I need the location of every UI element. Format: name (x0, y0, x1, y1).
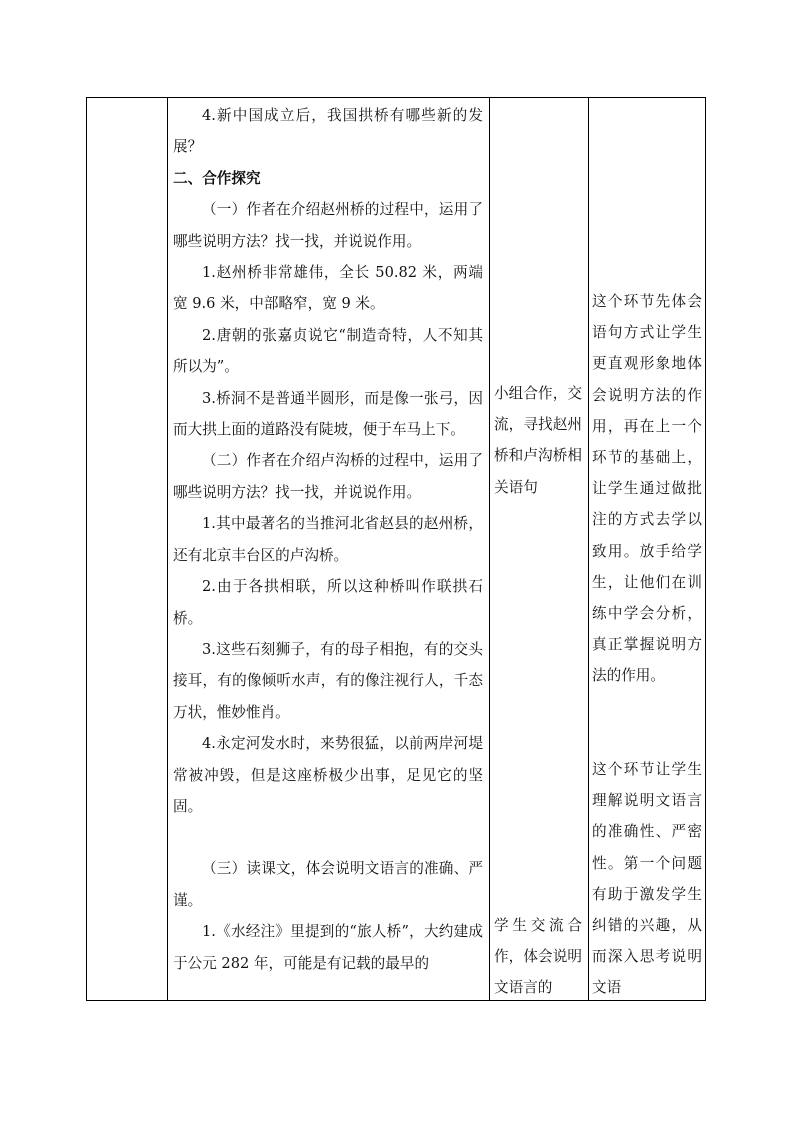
design-intent-column (588, 98, 706, 1000)
teaching-content-column (167, 98, 489, 979)
content-paragraph: 2.唐朝的张嘉贞说它“制造奇特，人不知其所以为”。 (173, 326, 483, 376)
content-paragraph: （三）读课文，体会说明文语言的准确、严谨。 (173, 860, 483, 909)
content-paragraph: 1.赵州桥非常雄伟，全长 50.82 米，两端宽 9.6 米，中部略窄，宽 9 米。 (173, 264, 483, 313)
lesson-table (86, 97, 706, 1001)
blank-line (173, 822, 483, 853)
student-activity-column (489, 98, 588, 1000)
content-paragraph: 3.这些石刻狮子，有的母子相抱，有的交头接耳，有的像倾听水声，有的像注视行人，千态万状，惟妙惟肖。 (173, 640, 483, 721)
content-paragraph: 1.其中最著名的当推河北省赵县的赵州桥，还有北京丰台区的卢沟桥。 (173, 515, 483, 564)
design-intent-text: 这个环节让学生理解说明文语言的准确性、严密性。第一个问题有助于激发学生纠错的兴趣，从而深入思考说明文语 (592, 761, 702, 997)
content-paragraph: 3.桥洞不是普通半圆形，而是像一张弓，因而大拱上面的道路没有陡坡，便于车马上下。 (173, 389, 483, 439)
student-activity-text: 学生交流合作，体会说明文语言的 (494, 917, 582, 997)
section-heading: 二、合作探究 (173, 169, 261, 187)
content-paragraph: 4.新中国成立后，我国拱桥有哪些新的发展？ (173, 107, 483, 156)
content-paragraph: （二）作者在介绍卢沟桥的过程中，运用了哪些说明方法？找一找，并说说作用。 (173, 452, 483, 501)
content-paragraph: （一）作者在介绍赵州桥的过程中，运用了哪些说明方法？找一找，并说说作用。 (173, 201, 483, 250)
content-paragraph: 4.永定河发水时，来势很猛，以前两岸河堤常被冲毁，但是这座桥极少出事，足见它的坚固。 (173, 735, 483, 815)
student-activity-text: 小组合作，交流，寻找赵州桥和卢沟桥相关语句 (494, 385, 582, 496)
content-paragraph: 1.《水经注》里提到的“旅人桥”，大约建成于公元 282 年，可能是有记载的最早的 (173, 923, 483, 972)
design-intent-text: 这个环节先体会语句方式让学生更直观形象地体会说明方法的作用，再在上一个环节的基础上，让学生通过做批注的方式去学以致用。放手给学生，让他们在训练中学会分析，真正掌握说明方法的作用。 (592, 293, 702, 685)
content-paragraph: 2.由于各拱相联，所以这种桥叫作联拱石桥。 (173, 578, 483, 627)
